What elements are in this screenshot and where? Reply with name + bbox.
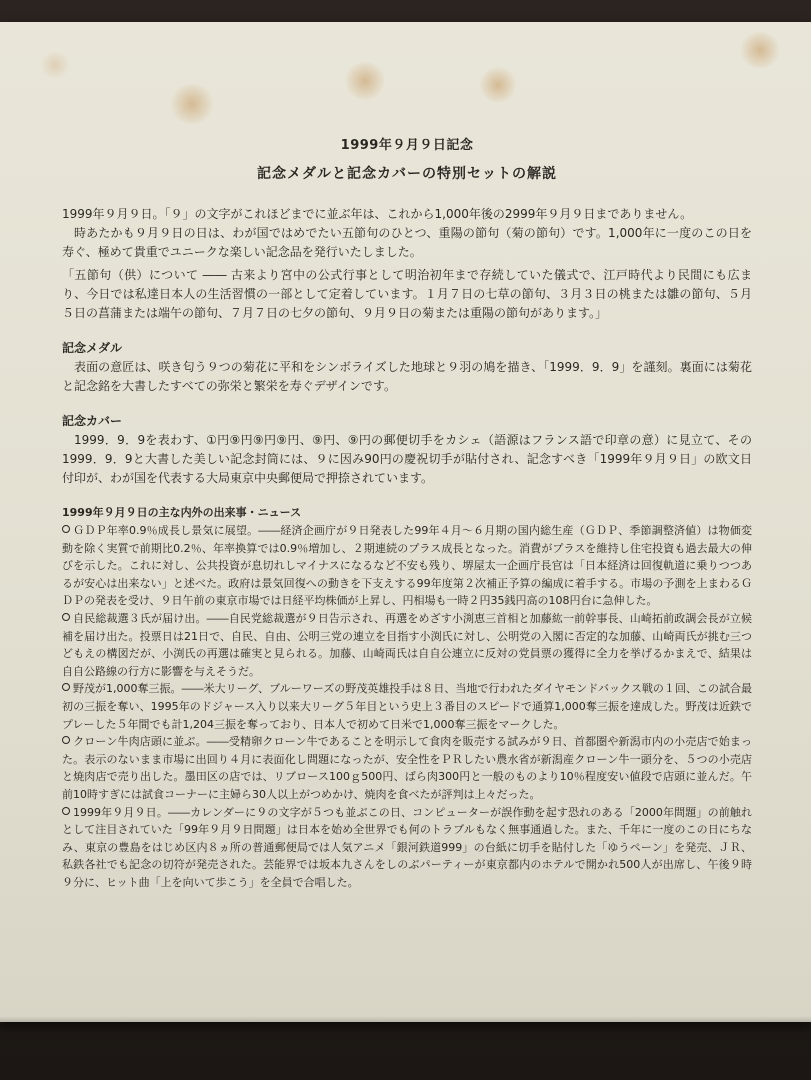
paper-stain xyxy=(40,52,70,78)
circle-bullet-icon xyxy=(62,807,70,815)
news-item-text: クローン牛肉店頭に並ぶ。――受精卵クローン牛であることを明示して食肉を販売する試みが９日、首都圏や新潟市内の小売店で始まった。表示のないまま市場に出回り４月に表面化し問題になったが、安全性をＰＲしたい農水省が新潟産クローン牛一頭分を、５つの小売店と焼肉店で売り出した。墨田区の店では、リブロース100ｇ500円、ばら肉300円と一般のものより10％程度安い値段で店頭に並んだ。午前10時すぎには試食コーナーに主婦ら30人以上がつめかけ、焼肉を食べたが評判は上々だった。 xyxy=(62,735,752,801)
news-item-gdp xyxy=(62,522,752,610)
circle-bullet-icon xyxy=(62,613,70,621)
news-item-text: 野茂が1,000奪三振。――米大リーグ、ブルーワーズの野茂英雄投手は８日、当地で行われたダイヤモンドバックス戦の１回、この試合最初の三振を奪い、1995年のドジャース入り以来大リーグ５年目という史上３番目のスピードで通算1,000奪三振を達成した。野茂は近鉄でプレーした５年間でも計1,204三振を奪っており、日本人で初めて日米で1,000奪三振をマークした。 xyxy=(62,682,752,731)
paper-stain xyxy=(480,67,516,103)
paper-stain xyxy=(740,32,780,68)
paper-stain xyxy=(170,84,214,124)
news-list xyxy=(62,522,752,891)
news-item-text: ＧＤＰ年率0.9％成長し景気に展望。――経済企画庁が９日発表した99年４月～６月期の国内総生産（ＧＤＰ、季節調整済値）は物価変動を除く実質で前期比0.2％、年率換算では0.9％増加し、２期連続のプラス成長となった。消費がプラスを維持し住宅投資も過去最大の伸びを示した。これに対し、公共投資が息切れしマイナスになるなど不安も残り、堺屋太一企画庁長官は「日本経済は回復軌道に乗りつつあるが安心は出来ない」と述べた。政府は景気回復への動きを下支えする99年度第２次補正予算の編成に着手する。市場の予測を上まわるＧＤＰの発表を受け、９日午前の東京市場では日経平均株価が上昇し、円相場も一時２円35銭円高の108円台に急伸した。 xyxy=(62,524,752,608)
title-date: 1999年９月９日記念 xyxy=(340,138,474,153)
document-title: 記念メダルと記念カバーの特別セットの解説 xyxy=(257,166,557,182)
intro-paragraph-1: 1999年９月９日。「９」の文字がこれほどまでに並ぶ年は、これから1,000年後の2999年９月９日までありません。 xyxy=(62,207,693,221)
news-item-clone-beef xyxy=(62,733,752,803)
medal-description: 表面の意匠は、咲き匂う９つの菊花に平和をシンボライズした地球と９羽の鳩を描き、「1999．9．9」を謹刻。裏面には菊花と記念銘を大書したすべての弥栄と繁栄を寿ぐデザインです。 xyxy=(62,360,752,393)
intro-paragraph-2: 時あたかも９月９日の日は、わが国ではめでたい五節句のひとつ、重陽の節句（菊の節句）です。1,000年に一度のこの日を寿ぐ、極めて貴重でユニークな楽しい記念品を発行いたしました。 xyxy=(62,226,752,259)
news-heading: 1999年９月９日の主な内外の出来事・ニュース xyxy=(62,506,302,519)
circle-bullet-icon xyxy=(62,683,70,691)
document-sheet xyxy=(0,22,811,1022)
news-item-999-day xyxy=(62,804,752,892)
news-item-ldp-election xyxy=(62,610,752,680)
sheet-bottom-edge xyxy=(0,1016,811,1022)
news-item-nomo xyxy=(62,680,752,733)
medal-heading: 記念メダル xyxy=(62,341,123,355)
document-body xyxy=(62,134,752,891)
news-item-text: 1999年９月９日。――カレンダーに９の文字が５つも並ぶこの日、コンピューターが誤作動を起す恐れのある「2000年問題」の前触れとして注目されていた「99年９月９日問題」は日本を始め全世界でも何のトラブルもなく無事通過した。また、千年に一度のこの日にちなみ、東京の豊島をはじめ区内８ヵ所の普通郵便局では人気アニメ「銀河鉄道999」の台紙に切手を貼付した「ゆうペーン」を発売、ＪＲ、私鉄各社でも記念の切符が発売された。芸能界では坂本九さんをしのぶパーティーが東京都内のホテルで開かれ500人が出席し、午後９時９分に、ヒット曲「上を向いて歩こう」を全員で合唱した。 xyxy=(62,805,752,889)
circle-bullet-icon xyxy=(62,525,70,533)
cover-description: 1999．9．9を表わす、①円⑨円⑨円⑨円、⑨円、⑨円の郵便切手をカシェ（語源はフランス語で印章の意）に見立て、その1999．9．9と大書した美しい記念封筒には、９に因み90円の慶祝切手が貼付され、記念すべき「1999年９月９日」の欧文日付印が、わが国を代表する大局東京中央郵便局で押捺されています。 xyxy=(62,433,752,485)
circle-bullet-icon xyxy=(62,736,70,744)
paper-stain xyxy=(345,62,385,100)
news-item-text: 自民総裁選３氏が届け出。――自民党総裁選が９日告示され、再選をめざす小渕恵三首相と加藤紘一前幹事長、山崎拓前政調会長が立候補を届け出た。投票日は21日で、自民、自由、公明三党の連立を目指す小渕氏に対し、公明党の入閣に否定的な加藤、山崎両氏が挑む三つどもえの構図だが、小渕氏の再選は確実と見られる。加藤、山崎両氏は自自公連立に反対の党員票の獲得に全力を挙げるかまえで、結果は自自公路線の行方に影響を与えそうだ。 xyxy=(62,611,752,678)
title-block xyxy=(62,134,752,183)
cover-heading: 記念カバー xyxy=(62,414,123,428)
gosekku-quote: 「五節句（供）について ―― 古来より宮中の公式行事として明治初年まで存続していた儀式で、江戸時代より民間にも広まり、今日では私達日本人の生活習慣の一部として定着しています。１月７日の七草の節句、３月３日の桃または雛の節句、５月５日の菖蒲または端午の節句、７月７日の七夕の節句、９月９日の菊または重陽の節句があります。」 xyxy=(62,268,752,320)
